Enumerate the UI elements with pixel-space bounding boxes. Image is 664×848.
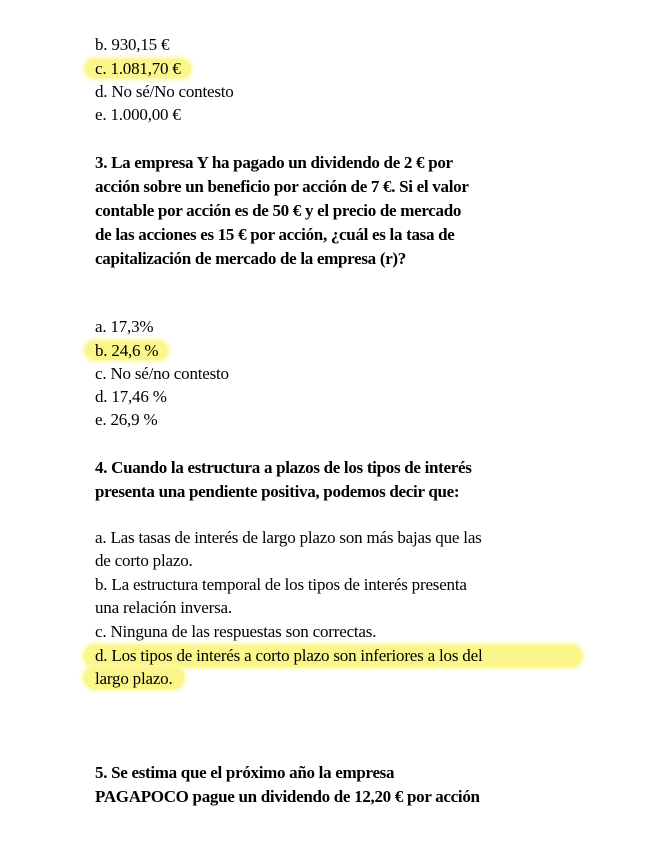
q2-option-d: d. No sé/No contesto <box>95 82 234 101</box>
q3-option-c: c. No sé/no contesto <box>95 364 229 383</box>
q2-option-b: b. 930,15 € <box>95 35 170 54</box>
q3-option-b-correct <box>95 339 168 362</box>
q2-option-c-correct <box>95 57 191 80</box>
answer-highlight: c. 1.081,70 € <box>85 59 191 78</box>
q3-text-line-3: contable por acción es de 50 € y el precio de mercado <box>95 201 462 220</box>
q4-option-a-line-2: de corto plazo. <box>95 551 193 570</box>
q4-option-a-line-1: a. Las tasas de interés de largo plazo son más bajas que las <box>95 528 482 547</box>
q5-text-line-2: PAGAPOCO pague un dividendo de 12,20 € por acción <box>95 787 480 806</box>
q4-option-c: c. Ninguna de las respuestas son correctas. <box>95 622 377 641</box>
q3-option-d: d. 17,46 % <box>95 387 167 406</box>
q5-text-line-1: 5. Se estima que el próximo año la empresa <box>95 763 395 782</box>
q3-text-line-2: acción sobre un beneficio por acción de 7 €. Si el valor <box>95 177 469 196</box>
q4-option-b-line-2: una relación inversa. <box>95 598 232 617</box>
answer-highlight: b. 24,6 % <box>85 341 168 360</box>
q2-option-e: e. 1.000,00 € <box>95 105 181 124</box>
q4-text-line-1: 4. Cuando la estructura a plazos de los tipos de interés <box>95 458 472 477</box>
q3-text-line-4: de las acciones es 15 € por acción, ¿cuál es la tasa de <box>95 225 455 244</box>
q4-option-b-line-1: b. La estructura temporal de los tipos de interés presenta <box>95 575 467 594</box>
q3-text-line-1: 3. La empresa Y ha pagado un dividendo de 2 € por <box>95 153 453 172</box>
q4-option-d-correct-line-1: d. Los tipos de interés a corto plazo son inferiores a los del <box>95 646 483 665</box>
q3-option-a: a. 17,3% <box>95 317 154 336</box>
q4-option-d-correct-line-2: largo plazo. <box>95 669 173 688</box>
q4-text-line-2: presenta una pendiente positiva, podemos decir que: <box>95 482 460 501</box>
q3-text-line-5: capitalización de mercado de la empresa (r)? <box>95 249 406 268</box>
q3-option-e: e. 26,9 % <box>95 410 158 429</box>
